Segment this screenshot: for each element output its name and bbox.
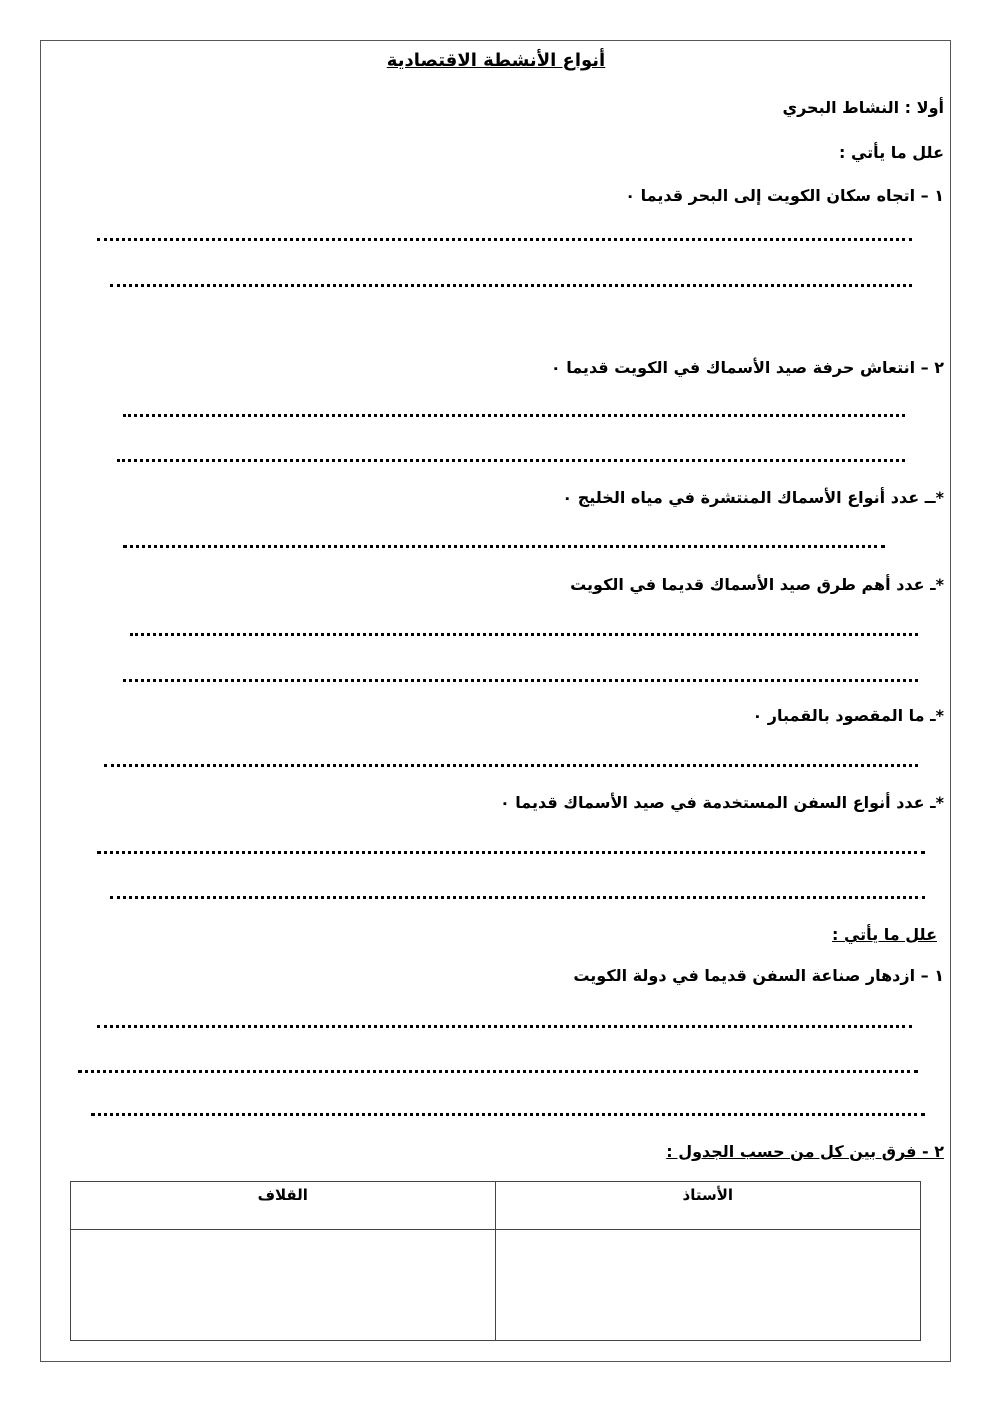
question-7: ١ – ازدهار صناعة السفن قديما في دولة الكويت — [573, 966, 944, 985]
comparison-table — [70, 1181, 921, 1341]
instruction: علل ما يأتي : — [839, 143, 944, 162]
question-3: *ــ عدد أنواع الأسماك المنتشرة في مياه الخليج ٠ — [562, 488, 944, 507]
question-8: ٢ - فرق بين كل من حسب الجدول : — [666, 1142, 944, 1161]
table-header-shipbuilder: القلاف — [71, 1182, 496, 1230]
section-heading: أولا : النشاط البحري — [782, 98, 944, 117]
answer-line[interactable] — [104, 764, 918, 767]
table-header-teacher: الأستاذ — [495, 1182, 920, 1230]
answer-line[interactable] — [97, 1025, 912, 1028]
answer-line[interactable] — [123, 679, 918, 682]
answer-line[interactable] — [97, 851, 925, 854]
question-1: ١ – اتجاه سكان الكويت إلى البحر قديما ٠ — [625, 186, 944, 205]
instruction-2: علل ما يأتي : — [832, 925, 937, 944]
answer-line[interactable] — [97, 238, 912, 241]
answer-line[interactable] — [78, 1070, 918, 1073]
question-6: *ـ عدد أنواع السفن المستخدمة في صيد الأسماك قديما ٠ — [499, 793, 944, 812]
answer-line[interactable] — [130, 633, 918, 636]
answer-line[interactable] — [123, 545, 885, 548]
answer-line[interactable] — [117, 459, 905, 462]
answer-line[interactable] — [110, 896, 925, 899]
answer-line[interactable] — [123, 414, 905, 417]
question-2: ٢ – انتعاش حرفة صيد الأسماك في الكويت قديما ٠ — [550, 358, 944, 377]
question-5: *ـ ما المقصود بالقمبار ٠ — [752, 706, 944, 725]
table-cell-teacher[interactable] — [495, 1230, 920, 1341]
question-4: *ـ عدد أهم طرق صيد الأسماك قديما في الكويت — [570, 575, 944, 594]
page-title: أنواع الأنشطة الاقتصادية — [386, 50, 606, 71]
answer-line[interactable] — [91, 1113, 925, 1116]
table-cell-shipbuilder[interactable] — [71, 1230, 496, 1341]
answer-line[interactable] — [110, 284, 912, 287]
